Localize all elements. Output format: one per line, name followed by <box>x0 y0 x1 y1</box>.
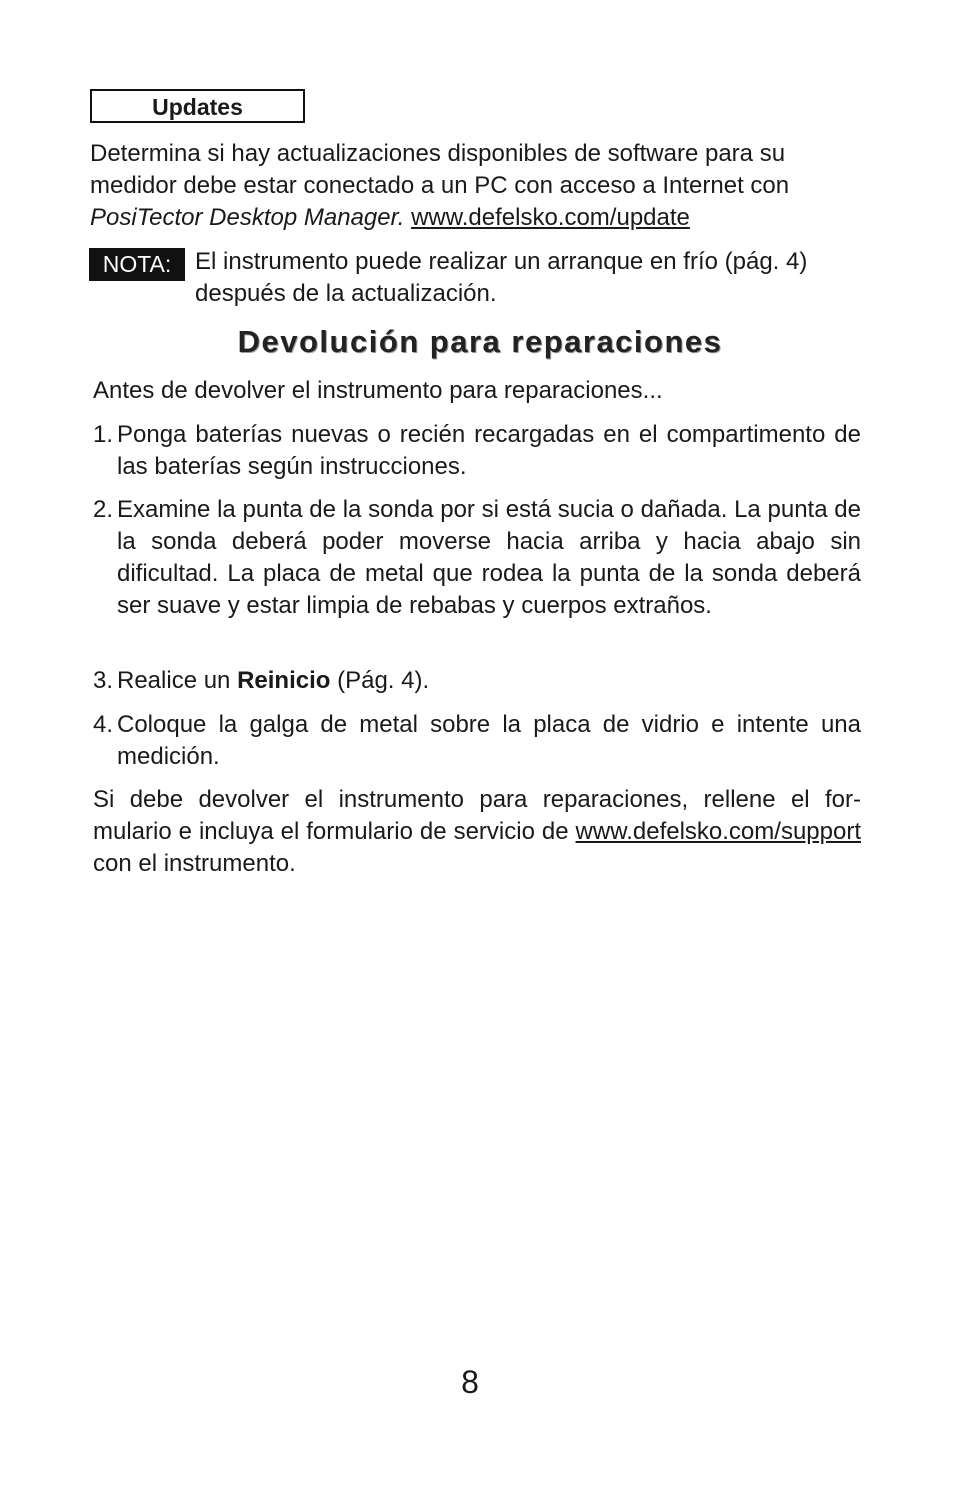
reinicio-bold: Reinicio <box>237 667 331 694</box>
updates-description <box>90 138 870 234</box>
outro-end-text: con el instrumento. <box>93 850 296 877</box>
updates-title: Updates <box>152 94 243 120</box>
update-link[interactable]: www.defelsko.com/update <box>411 204 690 231</box>
nota-text: El instrumento puede realizar un arranque en frío (pág. 4) después de la actualización. <box>195 248 808 307</box>
page-number: 8 <box>461 1364 479 1400</box>
section-heading: Devolución para reparaciones <box>237 324 723 359</box>
outro-text: Si debe devolver el instrumento para reparaciones, rellene el for-mulario e incluya el formulario de servicio de <box>93 786 861 845</box>
list-item-number: 1. <box>93 421 114 448</box>
updates-intro-text: Determina si hay actualizaciones disponibles de software para su medidor debe estar conectado a un PC con acceso a Internet con <box>90 140 790 199</box>
list-item <box>93 665 861 697</box>
list-item-text-post: (Pág. 4). <box>330 667 430 694</box>
list-item-text: Examine la punta de la sonda por si está sucia o dañada. La punta de la sonda deberá poder moverse hacia arriba y hacia abajo sin dificultad. La placa de metal que rodea la punta de la sonda deberá ser suave y estar limpia de rebabas y cuerpos extraños. <box>117 496 861 619</box>
app-name: PosiTector Desktop Manager. <box>90 204 405 231</box>
list-item <box>93 419 861 483</box>
updates-title-box <box>90 89 305 123</box>
support-link[interactable]: www.defelsko.com/support <box>575 818 861 845</box>
return-instructions <box>93 784 861 880</box>
nota-badge <box>89 248 185 281</box>
before-returning-text: Antes de devolver el instrumento para reparaciones... <box>93 377 663 404</box>
list-item-text: Ponga baterías nuevas o recién recargadas en el compartimento de las baterías según instrucciones. <box>117 421 861 480</box>
list-item <box>93 494 861 622</box>
list-item-number: 4. <box>93 711 114 738</box>
list-item-text: Coloque la galga de metal sobre la placa de vidrio e intente una medición. <box>117 711 861 770</box>
list-item-number: 2. <box>93 496 114 523</box>
list-item-text <box>117 665 861 697</box>
nota-label: NOTA: <box>102 251 172 277</box>
list-item-text-pre: Realice un <box>117 667 238 694</box>
list-item <box>93 709 861 773</box>
list-item-number: 3. <box>93 667 114 694</box>
